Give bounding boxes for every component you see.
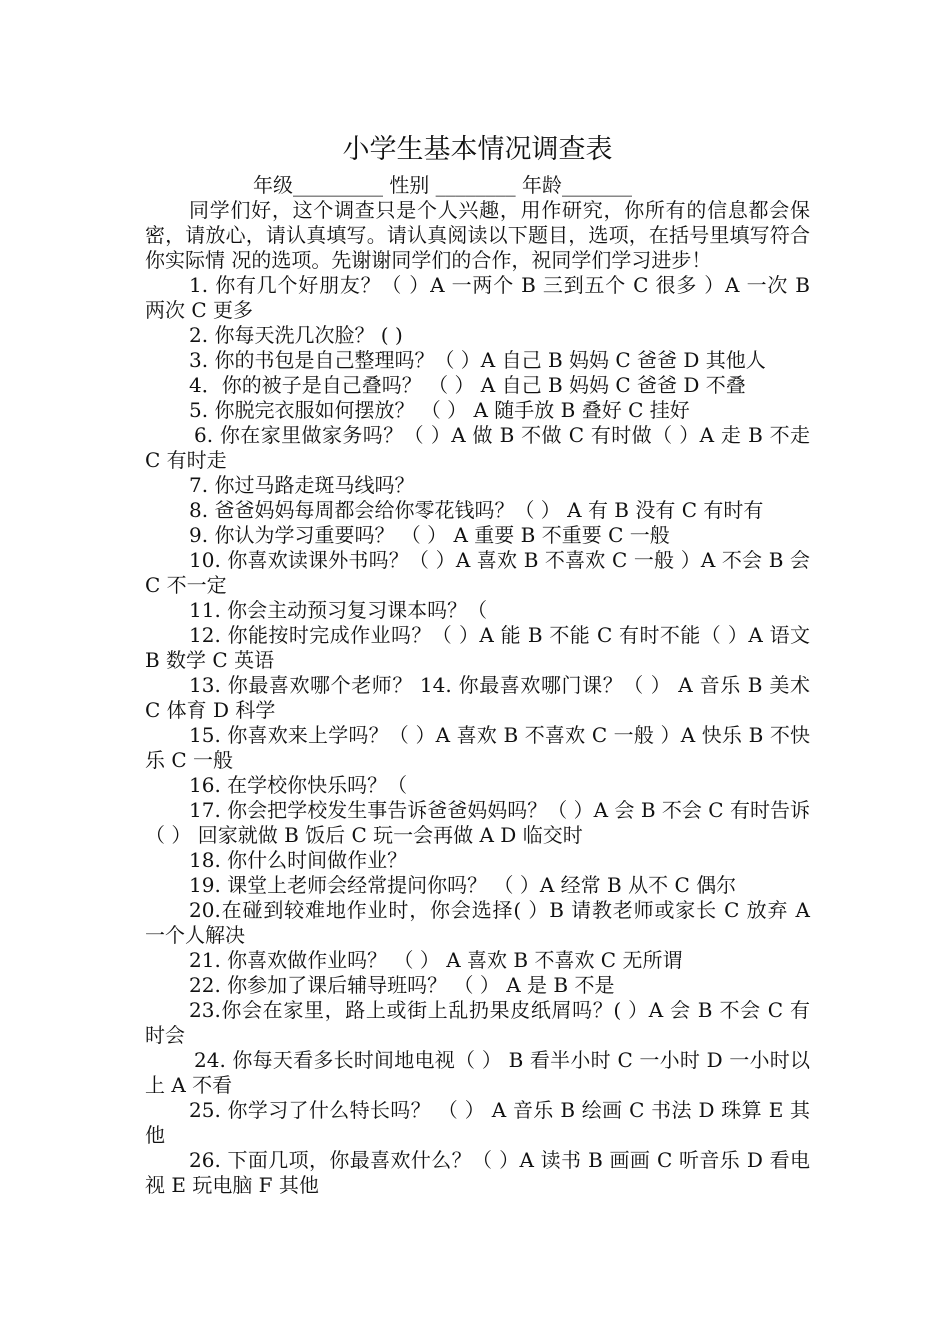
question-26: 26. 下面几项，你最喜欢什么？（ ）A 读书 B 画画 C 听音乐 D 看电视 E 玩电脑 F 其他 <box>145 1148 810 1197</box>
question-5: 5. 你脱完衣服如何摆放？ （ ） A 随手放 B 叠好 C 挂好 <box>189 398 690 422</box>
question-22: 22. 你参加了课后辅导班吗？ （ ） A 是 B 不是 <box>189 973 615 997</box>
question-3: 3. 你的书包是自己整理吗？（ ）A 自己 B 妈妈 C 爸爸 D 其他人 <box>189 348 766 372</box>
question-19: 19. 课堂上老师会经常提问你吗？ （ ）A 经常 B 从不 C 偶尔 <box>189 873 737 897</box>
question-18: 18. 你什么时间做作业？ <box>189 848 408 872</box>
question-23: 23.你会在家里，路上或街上乱扔果皮纸屑吗？( ）A 会 B 不会 C 有时会 <box>145 998 810 1047</box>
survey-intro: 同学们好，这个调查只是个人兴趣，用作研究，你所有的信息都会保密，请放心，请认真填写。请认真阅读以下题目，选项，在括号里填写符合你实际情 况的选项。先谢谢同学们的合作，祝同学们学习进步！ <box>145 198 810 272</box>
question-20: 20.在碰到较难地作业时，你会选择( ）B 请教老师或家长 C 放弃 A 一个人解决 <box>145 898 810 947</box>
question-25: 25. 你学习了什么特长吗？ （ ） A 音乐 B 绘画 C 书法 D 珠算 E 其他 <box>145 1098 810 1147</box>
question-21: 21. 你喜欢做作业吗？ （ ） A 喜欢 B 不喜欢 C 无所谓 <box>189 948 683 972</box>
question-15: 15. 你喜欢来上学吗？（ ）A 喜欢 B 不喜欢 C 一般 ）A 快乐 B 不快乐 C 一般 <box>145 723 810 772</box>
question-24: 24. 你每天看多长时间地电视（ ） B 看半小时 C 一小时 D 一小时以上 A 不看 <box>145 1048 810 1097</box>
question-7: 7. 你过马路走斑马线吗？ <box>189 473 415 497</box>
question-12: 12. 你能按时完成作业吗？（ ）A 能 B 不能 C 有时不能（ ）A 语文 B 数学 C 英语 <box>145 623 810 672</box>
student-info-fields: 年级_________ 性别 ________ 年龄_______ <box>252 173 633 197</box>
question-17: 17. 你会把学校发生事告诉爸爸妈妈吗？（ ）A 会 B 不会 C 有时告诉 （ ） 回家就做 B 饭后 C 玩一会再做 A D 临交时 <box>145 798 810 847</box>
question-13-14: 13. 你最喜欢哪个老师？ 14. 你最喜欢哪门课？（ ） A 音乐 B 美术 C 体育 D 科学 <box>145 673 810 722</box>
question-9: 9. 你认为学习重要吗？ （ ） A 重要 B 不重要 C 一般 <box>189 523 670 547</box>
question-6: 6. 你在家里做家务吗？（ ）A 做 B 不做 C 有时做（ ）A 走 B 不走 C 有时走 <box>145 423 810 472</box>
survey-page <box>145 128 810 1198</box>
survey-title: 小学生基本情况调查表 <box>342 134 613 165</box>
question-1: 1. 你有几个好朋友？（ ）A 一两个 B 三到五个 C 很多 ）A 一次 B 两次 C 更多 <box>145 273 810 322</box>
question-8: 8. 爸爸妈妈每周都会给你零花钱吗？（ ） A 有 B 没有 C 有时有 <box>189 498 764 522</box>
question-4: 4．你的被子是自己叠吗？ （ ） A 自己 B 妈妈 C 爸爸 D 不叠 <box>189 373 746 397</box>
question-10: 10. 你喜欢读课外书吗？（ ）A 喜欢 B 不喜欢 C 一般 ）A 不会 B 会 C 不一定 <box>145 548 810 597</box>
question-16: 16. 在学校你快乐吗？（ <box>189 773 408 797</box>
question-11: 11. 你会主动预习复习课本吗？（ <box>189 598 488 622</box>
question-2: 2. 你每天洗几次脸？ ( ) <box>189 323 403 347</box>
